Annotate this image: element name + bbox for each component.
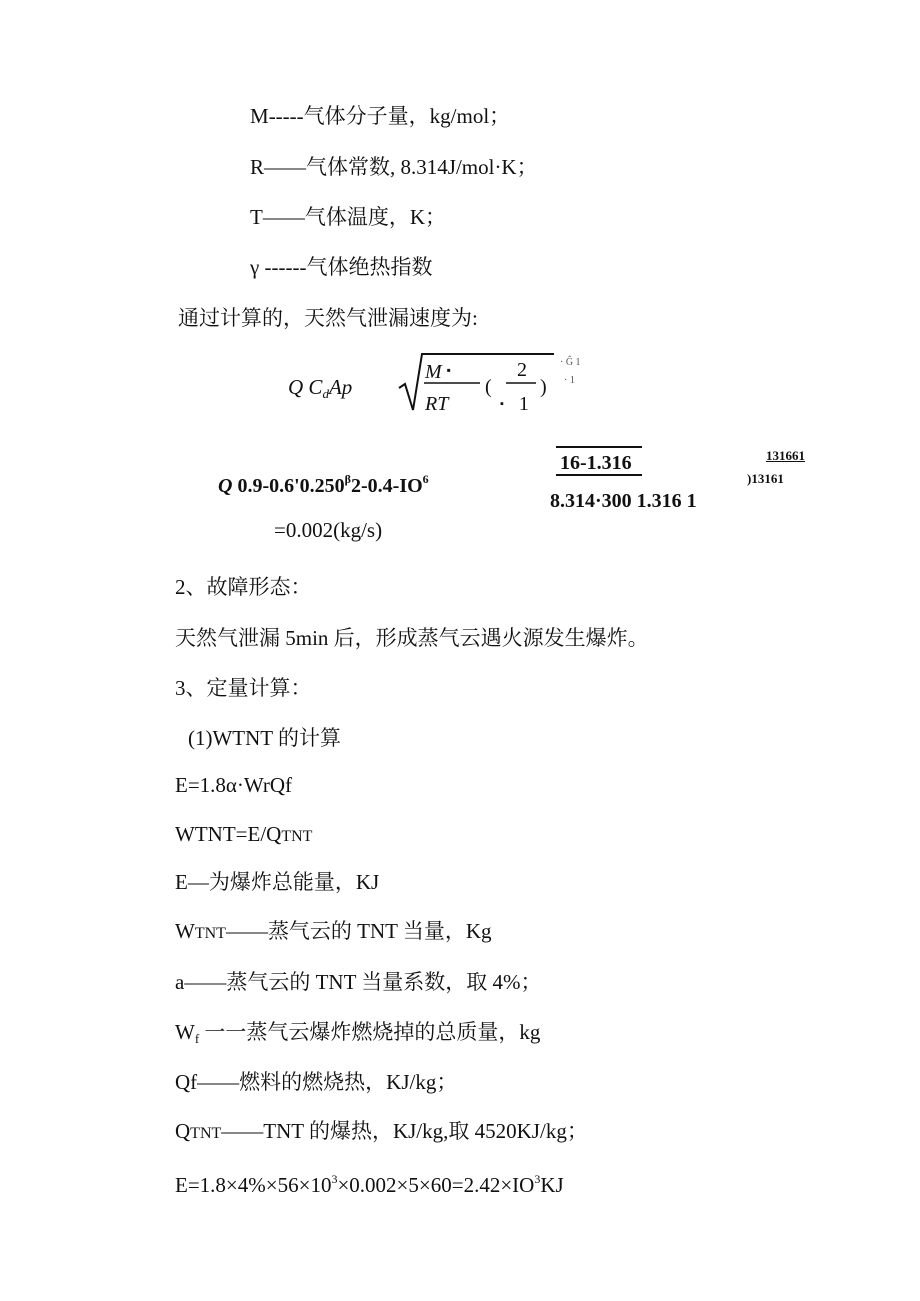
formula1-sub: d bbox=[322, 386, 329, 401]
result: =0.002(kg/s) bbox=[274, 518, 383, 542]
var-subscript: TNT bbox=[194, 925, 226, 942]
def-gamma bbox=[250, 254, 433, 280]
def-t bbox=[250, 204, 446, 230]
formula2-q: Q bbox=[218, 475, 233, 497]
var-qf bbox=[175, 1069, 457, 1095]
final-equation-a: E=1.8×4%×56×10 bbox=[175, 1173, 332, 1197]
var-text: 一一蒸气云爆炸燃烧掉的总质量，kg bbox=[199, 1020, 541, 1044]
def-symbol: R bbox=[250, 155, 265, 179]
var-text: ——燃料的燃烧热，KJ/kg； bbox=[197, 1070, 458, 1094]
var-symbol: W bbox=[175, 1020, 195, 1044]
var-symbol: W bbox=[175, 919, 195, 943]
formula1-paren-close: ) bbox=[540, 376, 547, 398]
def-r bbox=[250, 154, 538, 180]
def-symbol: T bbox=[250, 205, 263, 229]
formula2-paren: ) bbox=[747, 471, 752, 486]
def-dash: ------ bbox=[259, 255, 307, 279]
var-wf bbox=[175, 1019, 540, 1052]
formula2-left bbox=[218, 466, 429, 499]
subsection-1: (1)WTNT 的计算 bbox=[188, 726, 341, 750]
formula2-six: 6 bbox=[422, 472, 429, 486]
var-wtnt bbox=[175, 918, 492, 947]
var-subscript: TNT bbox=[190, 1125, 222, 1142]
formula2-left-b: 2-0.4-IO bbox=[351, 475, 423, 497]
def-text: 气体常数, 8.314J/mol·K； bbox=[306, 155, 538, 179]
section-3-heading: 3、定量计算： bbox=[175, 676, 312, 700]
def-text: 气体温度，K； bbox=[304, 205, 446, 229]
formula2-overline bbox=[556, 446, 642, 448]
final-equation-c: KJ bbox=[540, 1173, 564, 1197]
equation-e: E=1.8α·WrQf bbox=[175, 773, 293, 797]
var-symbol: E bbox=[175, 870, 188, 894]
formula1-num-m bbox=[425, 357, 451, 385]
equation-wtnt-prefix: WTNT=E/Q bbox=[175, 822, 282, 846]
formula2-paren-exp bbox=[747, 466, 784, 492]
var-a bbox=[175, 969, 542, 995]
section-2-body: 天然气泄漏 5min 后，形成蒸气云遇火源发生爆炸。 bbox=[175, 626, 649, 650]
final-equation-sup: 3 bbox=[331, 1172, 338, 1186]
formula1-den-dot: ▪ bbox=[500, 398, 504, 410]
def-dash: —— bbox=[264, 155, 307, 179]
equation-wtnt bbox=[175, 821, 312, 850]
def-text: 气体分子量，kg/mol； bbox=[303, 104, 511, 128]
formula2-beta: β bbox=[344, 472, 351, 486]
var-subscript: f bbox=[194, 1031, 200, 1046]
final-equation bbox=[175, 1166, 564, 1198]
formula1-den-rt: RT bbox=[425, 393, 449, 415]
formula2-exp-bot: 13161 bbox=[751, 471, 784, 486]
var-text: ——蒸气云的 TNT 当量，Kg bbox=[225, 919, 492, 943]
var-text: ——TNT 的爆热，KJ/kg,取 4520KJ/kg； bbox=[221, 1119, 588, 1143]
formula2-num: 16-1.316 bbox=[560, 452, 632, 474]
formula2-fraction-bar bbox=[556, 474, 642, 476]
formula1-exp-bot: · 1 bbox=[564, 375, 575, 386]
formula1-q: Q C bbox=[288, 375, 323, 399]
formula1-paren-open: ( bbox=[485, 376, 492, 398]
formula1-m: M bbox=[425, 361, 442, 383]
var-e bbox=[175, 869, 379, 895]
final-equation-sup2: 3 bbox=[534, 1172, 541, 1186]
var-text: ——蒸气云的 TNT 当量系数，取 4%； bbox=[184, 970, 542, 994]
def-dash: ----- bbox=[268, 104, 304, 128]
var-symbol: a bbox=[175, 970, 185, 994]
intro-text: 通过计算的，天然气泄漏速度为: bbox=[178, 306, 478, 330]
def-text: 气体绝热指数 bbox=[306, 255, 433, 279]
formula2-exp-top: 131661 bbox=[766, 448, 805, 463]
var-symbol: Qf bbox=[175, 1070, 198, 1094]
equation-wtnt-sub: TNT bbox=[281, 828, 313, 845]
formula1-ap: Ap bbox=[328, 375, 353, 399]
final-equation-b: ×0.002×5×60=2.42×IO bbox=[337, 1173, 535, 1197]
def-symbol: γ bbox=[250, 255, 260, 279]
formula2-den: 8.314·300 1.316 1 bbox=[550, 490, 697, 512]
def-dash: —— bbox=[262, 205, 305, 229]
formula1-lhs bbox=[288, 374, 352, 407]
section-2-heading: 2、故障形态： bbox=[175, 575, 312, 599]
var-text: —为爆炸总能量，KJ bbox=[187, 870, 380, 894]
var-symbol: Q bbox=[175, 1119, 191, 1143]
formula1-den-frac bbox=[500, 391, 529, 417]
formula1-two: 2 bbox=[517, 359, 527, 381]
def-symbol: M bbox=[250, 104, 269, 128]
def-m bbox=[250, 103, 510, 129]
formula1-one: 1 bbox=[518, 393, 529, 415]
formula1-dot: ▪ bbox=[446, 363, 451, 377]
formula1-exp-top: · Ĝ 1 bbox=[560, 357, 581, 368]
formula2-left-a: 0.9-0.6'0.250 bbox=[237, 475, 345, 497]
var-qtnt bbox=[175, 1118, 588, 1147]
